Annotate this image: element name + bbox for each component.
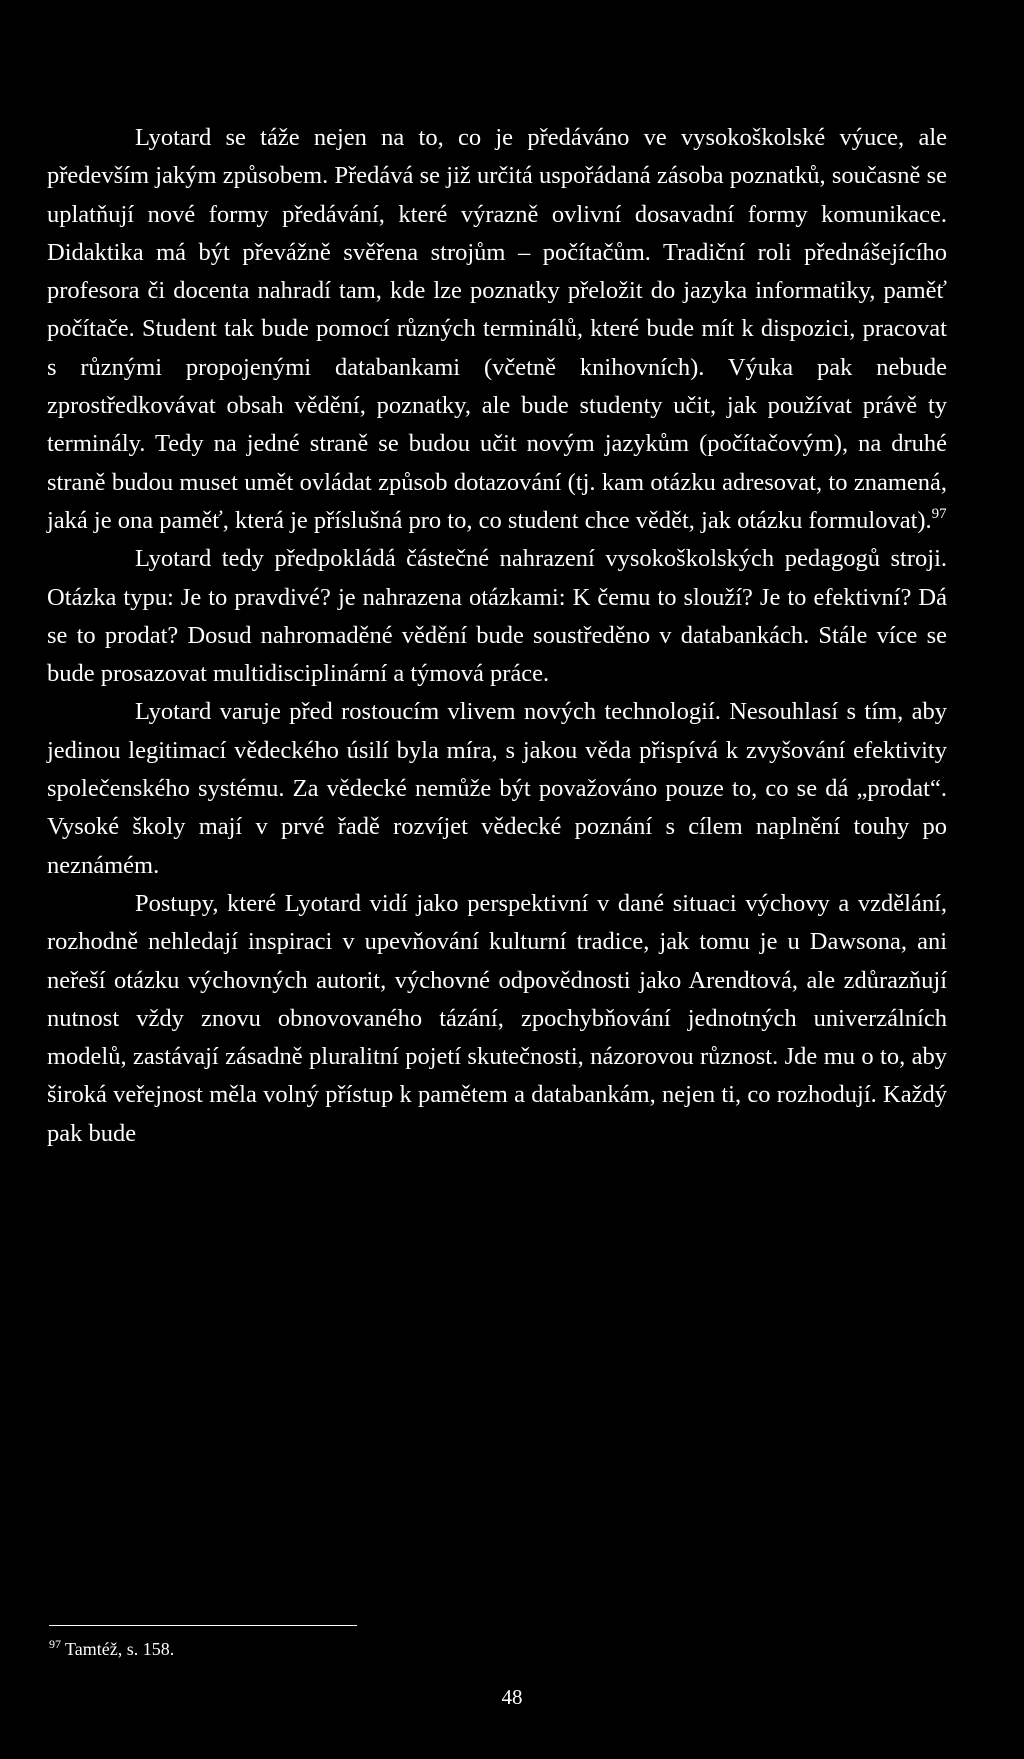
paragraph-2: Lyotard tedy předpokládá částečné nahrazení vysokoškolských pedagogů stroji. Otázka typu: Je to pravdivé? je nahrazena otázkami: K čemu to slouží? Je to efektivní? Dá se to prodat? Dosud nahromaděné vědění bude soustředěno v databankách. Stále více se bude prosazovat multidisciplinární a týmová práce. (47, 545, 947, 688)
page-number: 48 (501, 1685, 523, 1709)
paragraph-4: Postupy, které Lyotard vidí jako perspektivní v dané situaci výchovy a vzdělání, rozhodně nehledají inspiraci v upevňování kulturní tradice, jak tomu je u Dawsona, ani neřeší otázku výchovných autorit, výchovné odpovědnosti jako Arendtová, ale zdůrazňují nutnost vždy znovu obnovovaného tázání, zpochybňování jednotných univerzálních modelů, zastávají zásadně pluralitní pojetí skutečnosti, názorovou různost. Jde mu o to, aby široká veřejnost měla volný přístup k pamětem a databankám, nejen ti, co rozhodují. Každý pak bude (47, 889, 947, 1147)
paragraph-3: Lyotard varuje před rostoucím vlivem nových technologií. Nesouhlasí s tím, aby jedinou legitimací vědeckého úsilí byla míra, s jakou věda přispívá k zvyšování efektivity společenského systému. Za vědecké nemůže být považováno pouze to, co se dá „prodat“. Vysoké školy mají v prvé řadě rozvíjet vědecké poznání s cílem naplnění touhy po neznámém. (47, 698, 947, 879)
footnote-reference: 97 (931, 505, 947, 522)
footnote (49, 1638, 174, 1660)
footnote-separator (49, 1625, 357, 1626)
body-text (47, 119, 947, 1153)
paragraph-1 (47, 119, 947, 540)
footnote-text: Tamtéž, s. 158. (65, 1639, 175, 1659)
paragraph-1-text: Lyotard se táže nejen na to, co je předáváno ve vysokoškolské výuce, ale především jakým způsobem. Předává se již určitá uspořádaná zásoba poznatků, současně se uplatňují nové formy předávání, které výrazně ovlivní dosavadní formy komunikace. Didaktika má být převážně svěřena strojům – počítačům. Tradiční roli přednášejícího profesora či docenta nahradí tam, kde lze poznatky přeložit do jazyka informatiky, paměť počítače. Student tak bude pomocí různých terminálů, které bude mít k dispozici, pracovat s různými propojenými databankami (včetně knihovních). Výuka pak nebude zprostředkovávat obsah vědění, poznatky, ale bude studenty učit, jak používat právě ty terminály. Tedy na jedné straně se budou učit novým jazykům (počítačovým), na druhé straně budou muset umět ovládat způsob dotazování (tj. kam otázku adresovat, to znamená, jaká je ona paměť, která je příslušná pro to, co student chce vědět, jak otázku formulovat). (47, 124, 947, 534)
footnote-number: 97 (49, 1637, 61, 1651)
